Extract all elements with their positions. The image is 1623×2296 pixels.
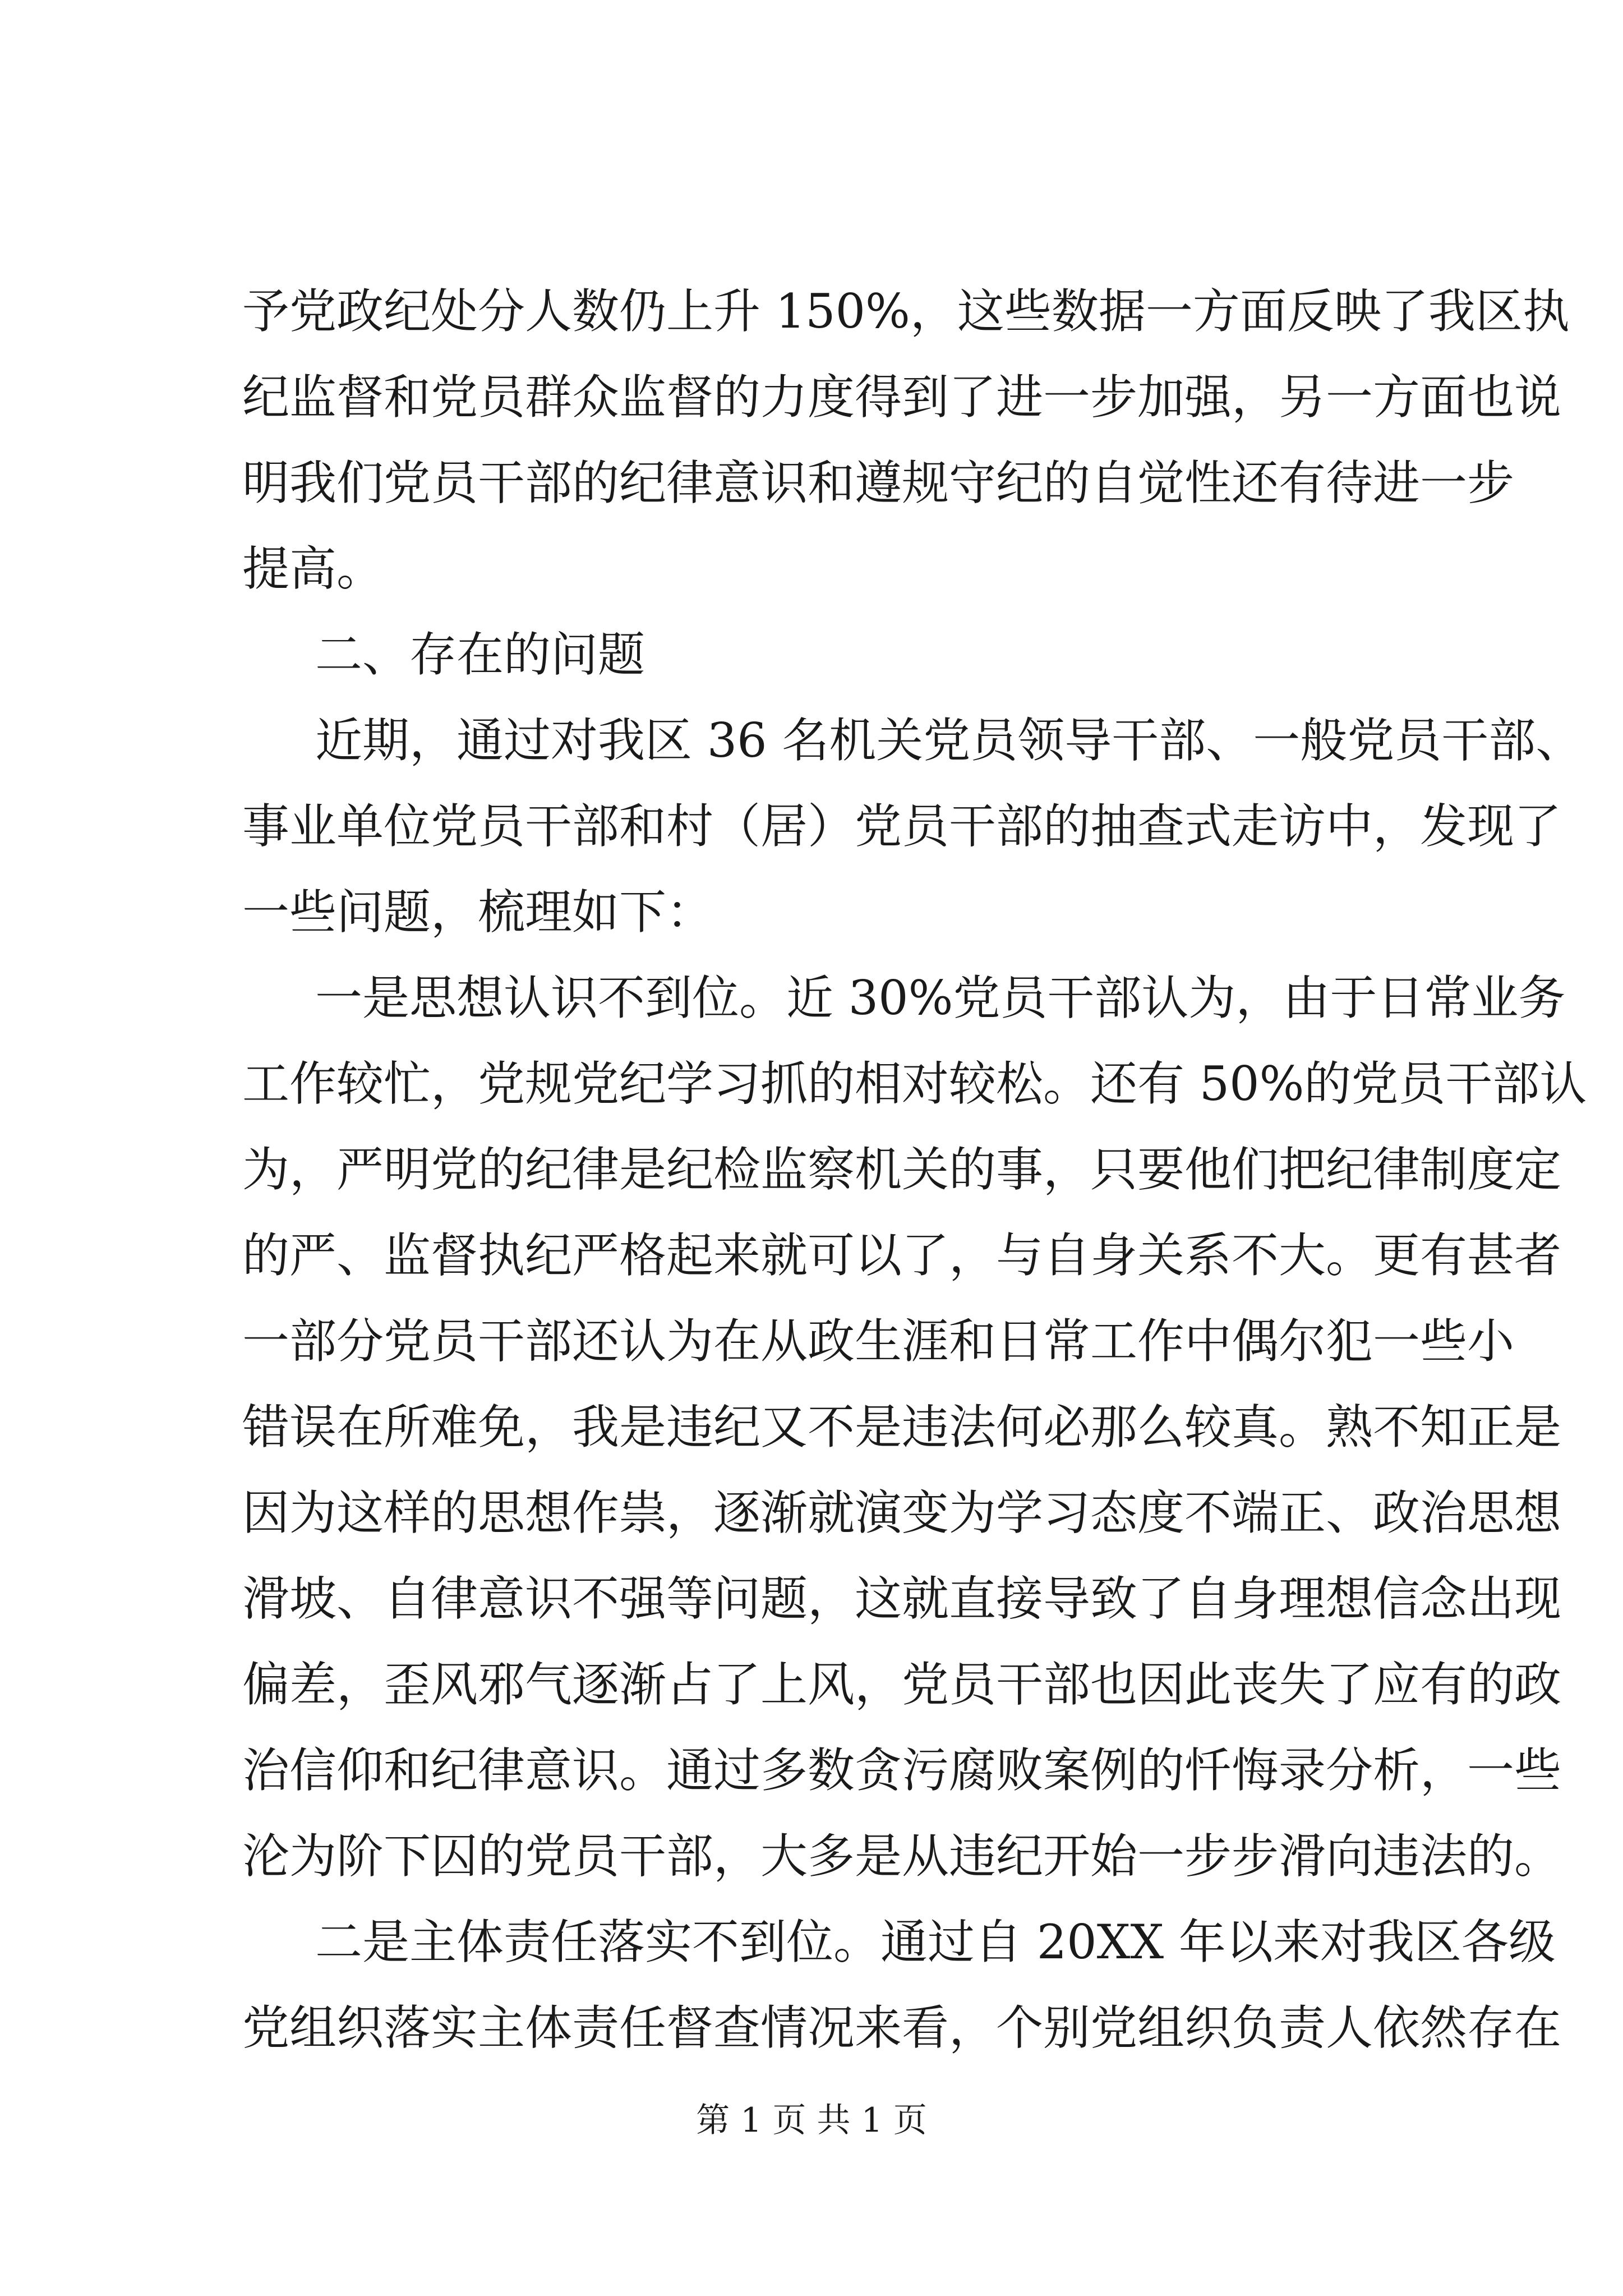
text-line: 的严、监督执纪严格起来就可以了，与自身关系不大。更有甚者 [242, 1228, 1562, 1283]
text-line: 明我们党员干部的纪律意识和遵规守纪的自觉性还有待进一步 [242, 455, 1515, 510]
text-line: 错误在所难免，我是违纪又不是违法何必那么较真。熟不知正是 [242, 1400, 1562, 1455]
text-line: 党组织落实主体责任督查情况来看，个别党组织负责人依然存在 [242, 2000, 1562, 2055]
text-line: 为，严明党的纪律是纪检监察机关的事，只要他们把纪律制度定 [242, 1142, 1562, 1197]
text-line: 提高。 [242, 541, 384, 596]
text-line: 事业单位党员干部和村（居）党员干部的抽查式走访中，发现了 [242, 799, 1562, 854]
text-line: 近期，通过对我区 36 名机关党员领导干部、一般党员干部、 [315, 713, 1583, 768]
text-line: 一是思想认识不到位。近 30%党员干部认为，由于日常业务 [315, 970, 1566, 1025]
text-line: 一些问题，梳理如下： [242, 885, 714, 940]
text-line: 偏差，歪风邪气逐渐占了上风，党员干部也因此丧失了应有的政 [242, 1657, 1562, 1712]
text-line: 予党政纪处分人数仍上升 150%，这些数据一方面反映了我区执 [242, 284, 1570, 339]
text-line: 工作较忙，党规党纪学习抓的相对较松。还有 50%的党员干部认 [242, 1056, 1587, 1111]
text-line: 二是主体责任落实不到位。通过自 20XX 年以来对我区各级 [315, 1915, 1556, 1970]
text-line: 一部分党员干部还认为在从政生涯和日常工作中偶尔犯一些小 [242, 1314, 1515, 1369]
text-line: 沦为阶下囚的党员干部，大多是从违纪开始一步步滑向违法的。 [242, 1829, 1562, 1884]
text-line: 滑坡、自律意识不强等问题，这就直接导致了自身理想信念出现 [242, 1571, 1562, 1626]
text-line: 纪监督和党员群众监督的力度得到了进一步加强，另一方面也说 [242, 370, 1562, 425]
text-line: 因为这样的思想作祟，逐渐就演变为学习态度不端正、政治思想 [242, 1485, 1562, 1540]
page-footer: 第 1 页 共 1 页 [696, 2101, 927, 2140]
section-heading: 二、存在的问题 [315, 627, 645, 682]
text-line: 治信仰和纪律意识。通过多数贪污腐败案例的忏悔录分析，一些 [242, 1743, 1562, 1798]
